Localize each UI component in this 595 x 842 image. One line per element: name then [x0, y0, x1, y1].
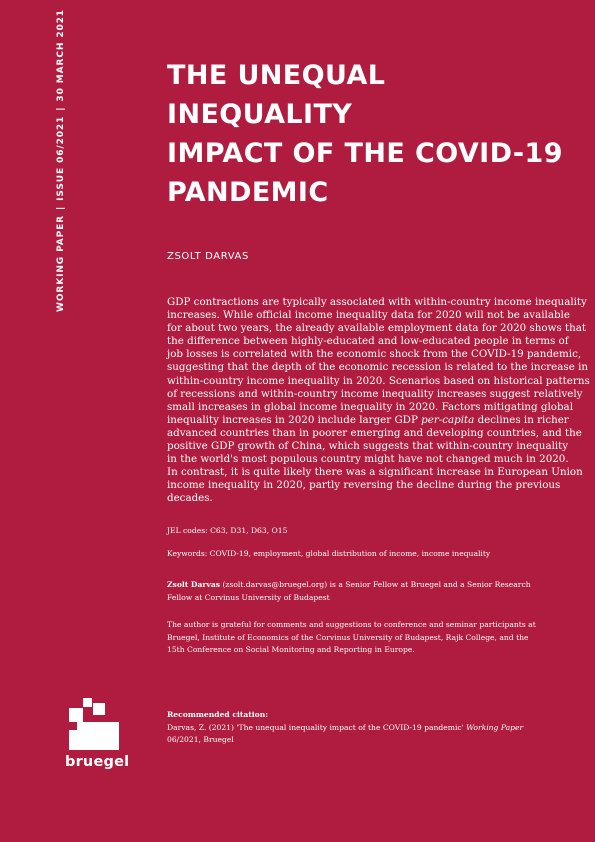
keywords: Keywords: COVID-19, employment, global distribution of income, income inequality — [167, 549, 491, 558]
title-line: IMPACT OF THE COVID-19 — [167, 138, 563, 169]
abstract-line: decades. — [167, 492, 213, 505]
abstract-line: small increases in global income inequality in 2020. Factors mitigating global — [167, 400, 573, 413]
emphasis: per-capita — [421, 413, 475, 426]
abstract-line: inequality increases in 2020 include larger GDP per-capita declines in richer — [167, 413, 569, 426]
citation-heading: Recommended citation: — [167, 710, 269, 719]
abstract — [167, 296, 590, 506]
abstract-line: increases. While official income inequality data for 2020 will not be available — [167, 309, 570, 322]
series-label: WORKING PAPER — [56, 215, 66, 312]
bio-name: Zsolt Darvas — [167, 580, 221, 589]
ack-line: Bruegel, Institute of Economics of the Corvinus University of Budapest, Rajk College, and the — [167, 632, 529, 642]
date-label: 30 MARCH 2021 — [56, 9, 66, 102]
abstract-line: of recessions and within-country income inequality increases suggest relatively — [167, 387, 583, 400]
separator: | — [56, 205, 66, 210]
citation-text: 06/2021, Bruegel — [167, 735, 234, 744]
logo-text: bruegel — [65, 754, 130, 770]
citation-italic: Working Paper — [466, 722, 524, 732]
abstract-line: advanced countries than in poorer emerging and developing countries, and the — [167, 426, 582, 439]
abstract-line: GDP contractions are typically associated with within-country income inequality — [167, 296, 587, 308]
ack-line: The author is grateful for comments and suggestions to conference and seminar participants at — [167, 620, 536, 629]
abstract-line: income inequality in 2020, partly reversing the decline during the previous — [167, 479, 561, 492]
issue-sidebar — [56, 9, 66, 312]
page-title — [167, 56, 567, 212]
abstract-line: In contrast, it is quite likely there was a significant increase in European Union — [167, 466, 583, 479]
bio-text: (zsolt.darvas@bruegel.org) is a Senior Fellow at Bruegel and a Senior Research — [220, 580, 531, 589]
ack-line: 15th Conference on Social Monitoring and Reporting in Europe. — [167, 645, 415, 654]
title-line: THE UNEQUAL INEQUALITY — [167, 60, 386, 130]
abstract-line: job losses is correlated with the economic shock from the COVID-19 pandemic, — [167, 348, 582, 361]
abstract-line: for about two years, the already available employment data for 2020 shows that — [167, 322, 587, 335]
abstract-line: the difference between highly-educated and low-educated people in terms of — [167, 335, 569, 348]
abstract-line: within-country income inequality in 2020. Scenarios based on historical patterns — [167, 374, 590, 387]
bio-text: Fellow at Corvinus University of Budapest — [167, 592, 330, 602]
abstract-line: in the world's most populous country might have not changed much in 2020. — [167, 453, 569, 466]
author-name: ZSOLT DARVAS — [167, 251, 249, 262]
jel-codes: JEL codes: C63, D31, D63, O15 — [167, 526, 288, 535]
abstract-line: suggesting that the depth of the economic recession is related to the increase in — [167, 361, 588, 374]
title-line: PANDEMIC — [167, 177, 329, 208]
abstract-line: positive GDP growth of China, which suggests that within-country inequality — [167, 440, 569, 453]
author-bio — [167, 579, 563, 604]
separator: | — [56, 106, 66, 111]
recommended-citation — [167, 709, 563, 747]
acknowledgements — [167, 619, 563, 657]
citation-text: Darvas, Z. (2021) 'The unequal inequality impact of the COVID-19 pandemic' — [167, 722, 467, 732]
issue-label: ISSUE 06/2021 — [56, 115, 66, 201]
